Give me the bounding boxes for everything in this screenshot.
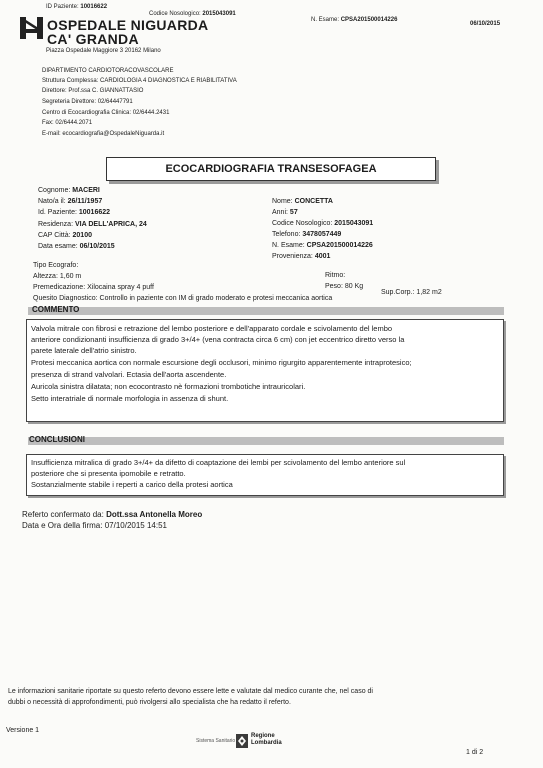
premedication: Premedicazione: Xilocaina spray 4 puff <box>33 284 154 291</box>
body-surface-area: Sup.Corp.: 1,82 m2 <box>381 289 442 296</box>
conclusions-heading: CONCLUSIONI <box>29 435 85 444</box>
comment-line: Valvola mitrale con fibrosi e retrazione del lembo posteriore e dell'apparato cordale e scivolamento del lembo <box>31 324 393 333</box>
conclusion-line: posteriore che si presenta ipomobile e retratto. <box>31 469 186 478</box>
patient-weight: Peso: 80 Kg <box>325 283 364 290</box>
department-line: DIPARTIMENTO CARDIOTORACOVASCOLARE <box>42 68 174 74</box>
comment-line: Protesi meccanica aortica con normale escursione degli occlusori, minimo rigurgito apparentemente intraprotesico; <box>31 358 412 367</box>
department-line: Centro di Ecocardiografia Clinica: 02/6444.2431 <box>42 110 170 116</box>
nosological-code-header: Codice Nosologico: 2015043091 <box>149 11 236 17</box>
niguarda-logo-icon <box>20 17 43 39</box>
comment-header-bar <box>28 307 504 315</box>
comment-line: Auricola sinistra dilatata; non ecocontrasto nè formazioni trombotiche intrauricolari. <box>31 382 306 391</box>
patient-name: Nome: CONCETTA <box>272 198 333 205</box>
conclusions-box <box>26 454 504 496</box>
patient-cap: CAP Città: 20100 <box>38 232 92 239</box>
exam-number: N. Esame: CPSA201500014226 <box>272 242 373 249</box>
patient-id: Id. Paziente: 10016622 <box>38 209 111 216</box>
patient-surname: Cognome: MACERI <box>38 187 100 194</box>
regione-lombardia-logo <box>196 732 286 750</box>
patient-id-header: ID Paziente: 10016622 <box>46 4 108 10</box>
conclusions-header-bar <box>28 437 504 445</box>
patient-dob: Nato/a il: 26/11/1957 <box>38 198 103 205</box>
comment-line: Setto interatriale di normale morfologia in assenza di shunt. <box>31 394 229 403</box>
conclusion-line: Insufficienza mitralica di grado 3+/4+ da difetto di coaptazione dei lembi per scivolamento del lembo anteriore sul <box>31 458 406 467</box>
exam-date: Data esame: 06/10/2015 <box>38 243 115 250</box>
document-version: Versione 1 <box>6 727 40 734</box>
conclusion-line: Sostanzialmente stabile i reperti a carico della protesi aortica <box>31 480 233 489</box>
comment-line: presenza di strand valvolari. Ectasia dell'aorta ascendente. <box>31 370 227 379</box>
exam-number-header: N. Esame: CPSA201500014226 <box>311 17 398 23</box>
comment-line: anteriore condizionanti insufficienza di grado 3+/4+ (vena contracta circa 6 cm) con jet eccentrico diretto verso la <box>31 335 405 344</box>
patient-residence: Residenza: VIA DELL'APRICA, 24 <box>38 221 147 228</box>
department-line: Segreteria Direttore: 02/64447791 <box>42 99 133 105</box>
diagnostic-question: Quesito Diagnostico: Controllo in paziente con IM di grado moderato e protesi meccanica aortica <box>33 295 333 302</box>
hospital-name-line1: OSPEDALE NIGUARDA <box>47 17 209 33</box>
rhythm: Ritmo: <box>325 272 346 279</box>
patient-phone: Telefono: 3478057449 <box>272 231 342 238</box>
disclaimer-line: Le informazioni sanitarie riportate su questo referto devono essere lette e valutate dal medico curante che, nel caso di <box>8 688 373 695</box>
department-line: Fax: 02/6444.2071 <box>42 120 93 126</box>
header-date: 06/10/2015 <box>470 21 501 27</box>
signature-datetime: Data e Ora della firma: 07/10/2015 14:51 <box>22 521 167 530</box>
probe-type: Tipo Ecografo: <box>33 262 79 269</box>
hospital-address: Piazza Ospedale Maggiore 3 20162 Milano <box>46 48 161 54</box>
hospital-name-line2: CA' GRANDA <box>47 31 139 47</box>
department-line: Direttore: Prof.ssa C. GIANNATTASIO <box>42 88 144 94</box>
report-confirmed-by: Referto confermato da: Dott.ssa Antonella Moreo <box>22 510 203 519</box>
patient-age: Anni: 57 <box>272 209 298 216</box>
page-number: 1 di 2 <box>466 749 484 756</box>
lombardia-rose-icon <box>236 734 248 748</box>
region-prefix: Sistema Sanitario <box>196 738 236 744</box>
department-line: Struttura Complessa: CARDIOLOGIA 4 DIAGNOSTICA E RIABILITATIVA <box>42 78 237 84</box>
region-line2: Lombardia <box>251 740 282 746</box>
disclaimer-line: dubbi o necessità di approfondimenti, può rivolgersi allo specialista che ha redatto il referto. <box>8 699 291 706</box>
region-line1: Regione <box>251 733 275 739</box>
comment-line: parete laterale dell'atrio sinistro. <box>31 346 137 355</box>
department-email: E-mail: ecocardiografia@OspedaleNiguarda.it <box>42 131 165 137</box>
comment-box <box>26 319 504 422</box>
patient-height: Altezza: 1,60 m <box>33 273 82 280</box>
nosological-code: Codice Nosologico: 2015043091 <box>272 220 374 227</box>
comment-heading: COMMENTO <box>32 305 80 314</box>
provenance: Provenienza: 4001 <box>272 253 331 260</box>
report-title: ECOCARDIOGRAFIA TRANSESOFAGEA <box>106 157 436 181</box>
